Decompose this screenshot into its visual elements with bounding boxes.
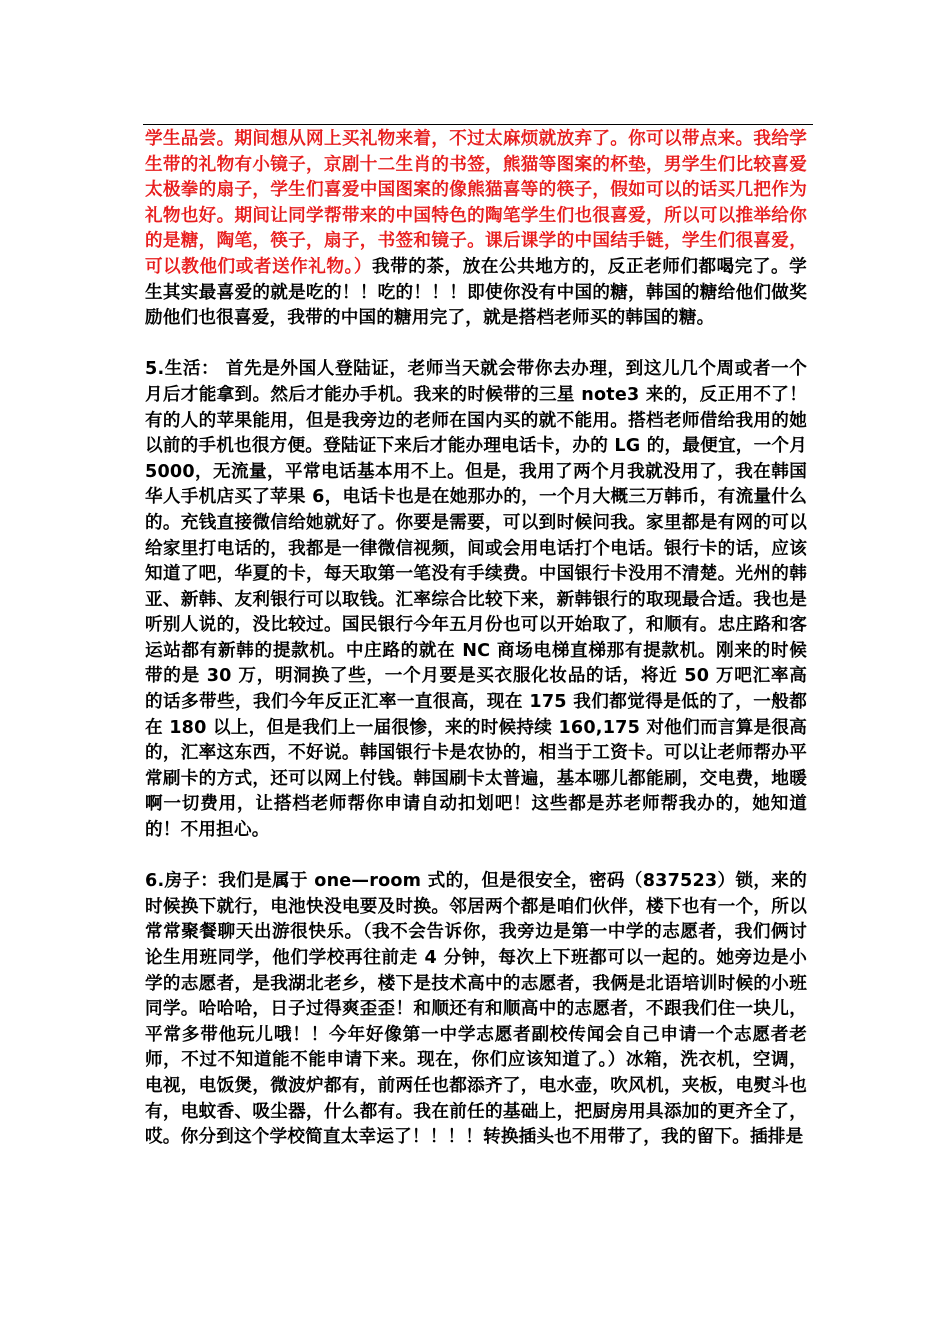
paragraph-life: 5.生活： 首先是外国人登陆证，老师当天就会带你去办理，到这儿几个周或者一个月后才能拿到。然后才能办手机。我来的时候带的三星 note3 来的，反正用不了！有的人的苹果能用，但是我旁边的老师在国内买的就不能用。搭档老师借给我用的她以前的手机也很方便。登陆证下来后才能办理电话卡，办的 LG 的，最便宜，一个月 5000，无流量，平常电话基本用不上。但是，我用了两个月我就没用了，我在韩国华人手机店买了苹果 6，电话卡也是在她那办的，一个月大概三万韩币，有流量什么的。充钱直接微信给她就好了。你要是需要，可以到时候问我。家里都是有网的可以给家里打电话的，我都是一律微信视频，间或会用电话打个电话。银行卡的话，应该知道了吧，华夏的卡，每天取第一笔没有手续费。中国银行卡没用不清楚。光州的韩亚、新韩、友利银行可以取钱。汇率综合比较下来，新韩银行的取现最合适。我也是听别人说的，没比较过。国民银行今年五月份也可以开始取了，和顺有。忠庄路和客运站都有新韩的提款机。中庄路的就在 NC 商场电梯直梯那有提款机。刚来的时候带的是 30 万，明洞换了些，一个月要是买衣服化妆品的话，将近 50 万吧汇率高的话多带些，我们今年反正汇率一直很高，现在 175 我们都觉得是低的了，一般都在 180 以上，但是我们上一届很惨，来的时候持续 160,175 对他们而言算是很高的，汇率这东西，不好说。韩国银行卡是农协的，相当于工资卡。可以让老师帮办平常刷卡的方式，还可以网上付钱。韩国刷卡太普遍，基本哪儿都能刷，交电费，地暖啊一切费用，让搭档老师帮你申请自动扣划吧！这些都是苏老师帮我办的，她知道的！不用担心。 [145,359,807,841]
highlighted-text: 学生品尝。期间想从网上买礼物来着，不过太麻烦就放弃了。你可以带点来。我给学生带的礼物有小镜子，京剧十二生肖的书签，熊猫等图案的杯垫，男学生们比较喜爱太极拳的扇子，学生们喜爱中国图案的像熊猫喜等的筷子，假如可以的话买几把作为礼物也好。期间让同学帮带来的中国特色的陶笔学生们也很喜爱，所以可以推举给你的是糖，陶笔，筷子，扇子，书签和镜子。课后课学的中国结手链，学生们很喜爱，可以教他们或者送作礼物。） [145,129,807,277]
paragraph-text: 我带的茶，放在公共地方的，反正老师们都喝完了。学生其实最喜爱的就是吃的！！吃的！！！即使你没有中国的糖，韩国的糖给他们做奖励他们也很喜爱，我带的中国的糖用完了，就是搭档老师买的韩国的糖。 [145,256,807,329]
document-body [145,127,807,1151]
paragraph-house: 6.房子：我们是属于 one—room 式的，但是很安全，密码（837523）锁，来的时候换下就行，电池快没电要及时换。邻居两个都是咱们伙伴，楼下也有一个，所以常常聚餐聊天出游很快乐。（我不会告诉你，我旁边是第一中学的志愿者，我们俩讨论生用班同学，他们学校再往前走 4 分钟，每次上下班都可以一起的。她旁边是小学的志愿者，是我湖北老乡，楼下是技术高中的志愿者，我俩是北语培训时候的小班同学。哈哈哈，日子过得爽歪歪！和顺还有和顺高中的志愿者，不跟我们住一块儿，平常多带他玩儿哦！！今年好像第一中学志愿者副校传闻会自己申请一个志愿者老师，不过不知道能不能申请下来。现在，你们应该知道了。）冰箱，洗衣机，空调，电视，电饭煲，微波炉都有，前两任也都添齐了，电水壶，吹风机，夹板，电熨斗也有，电蚊香、吸尘器，什么都有。我在前任的基础上，把厨房用具添加的更齐全了，哎。你分到这个学校简直太幸运了！！！！转换插头也不用带了，我的留下。插排是 [145,871,807,1148]
header-rule [143,124,813,125]
paragraph-gifts [145,127,807,332]
